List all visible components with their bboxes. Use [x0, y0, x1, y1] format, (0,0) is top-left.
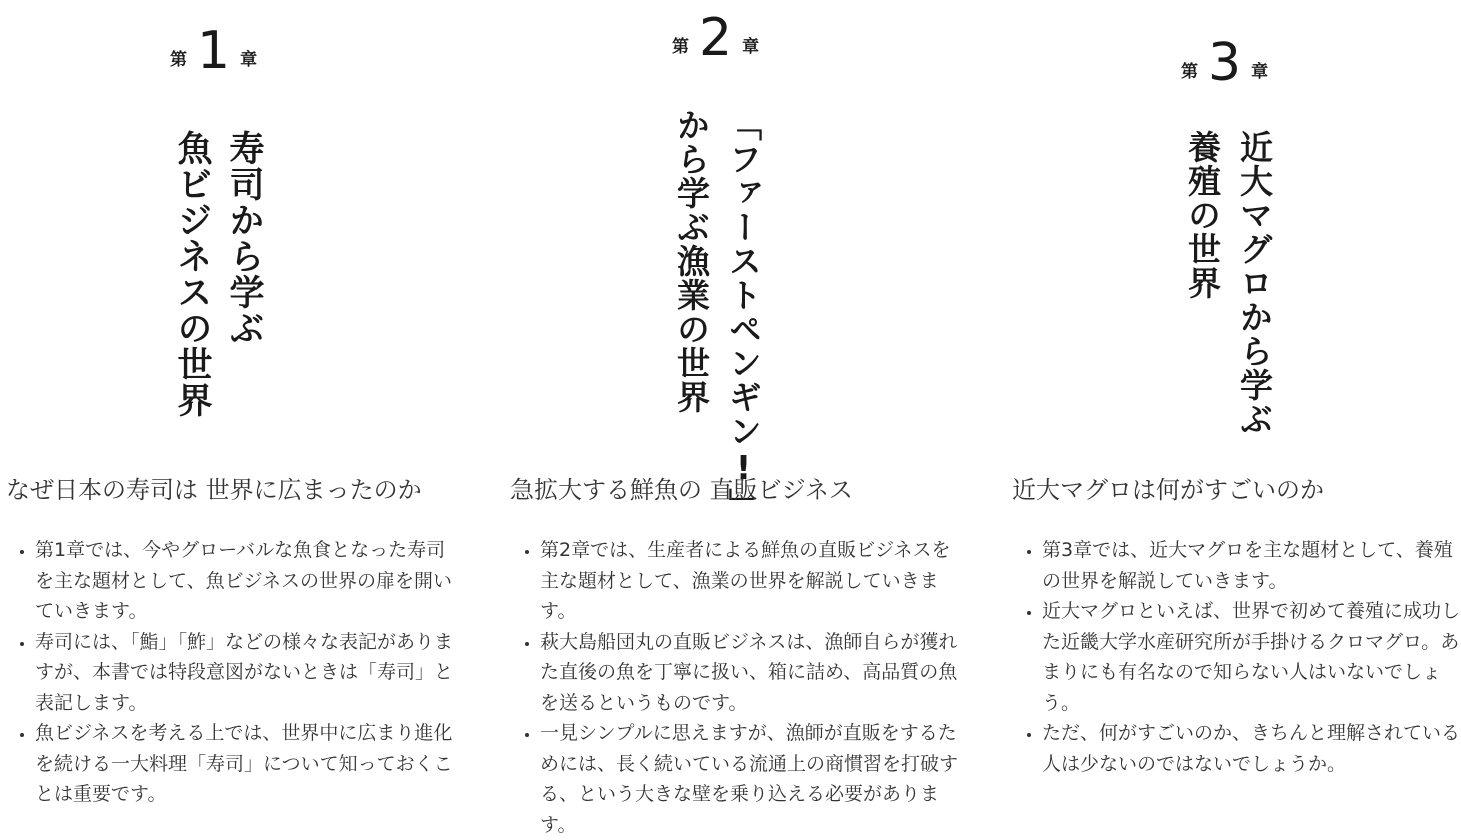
chapter-suffix: 章 — [742, 36, 760, 57]
chapter-number: 3 — [1208, 33, 1242, 93]
list-item: • 第3章では、近大マグロを主な題材として、養殖の世界を解説していきます。 — [1042, 535, 1460, 596]
list-item: • 第2章では、生産者による鮮魚の直販ビジネスを主な題材として、漁業の世界を解説していきます。 — [540, 535, 960, 627]
chapter-number: 1 — [197, 21, 231, 81]
list-item: • 近大マグロといえば、世界で初めて養殖に成功した近畿大学水産研究所が手掛けるクロマグロ。あまりにも有名なので知らない人はいないでしょう。 — [1042, 596, 1460, 718]
chapter-2-label — [672, 8, 760, 68]
title-line-1: 寿司から学ぶ — [224, 130, 264, 346]
chapter-1-label — [170, 21, 258, 81]
list-item: • 魚ビジネスを考える上では、世界中に広まり進化を続ける一大料理「寿司」について知っておくことは重要です。 — [35, 718, 455, 810]
chapter-1-bullet-list — [5, 535, 455, 810]
chapter-prefix: 第 — [170, 49, 187, 70]
title-line-1: 「ファーストペンギン!」 — [724, 108, 763, 522]
chapter-3-subtitle: 近大マグロは何がすごいのか — [1012, 476, 1324, 504]
chapter-suffix: 章 — [240, 49, 258, 70]
chapter-3-bullet-list — [1012, 535, 1460, 779]
list-item: • 一見シンプルに思えますが、漁師が直販をするためには、長く続いている流通上の商慣習を打破する、という大きな壁を乗り込える必要があります。 — [540, 718, 960, 840]
title-line-1: 近大マグロから学ぶ — [1235, 130, 1274, 436]
list-item: • 寿司には、「鮨」「鮓」などの様々な表記がありますが、本書では特段意図がないときは「寿司」と表記します。 — [35, 627, 455, 719]
chapter-prefix: 第 — [1181, 61, 1198, 82]
chapter-1-subtitle: なぜ日本の寿司は 世界に広まったのか — [6, 476, 422, 504]
chapter-3-column — [1008, 0, 1461, 835]
chapter-3-title — [1176, 130, 1280, 436]
list-item: • 第1章では、今やグローバルな魚食となった寿司を主な題材として、魚ビジネスの世界の扉を開いていきます。 — [35, 535, 455, 627]
chapter-number: 2 — [699, 8, 733, 68]
chapter-2-title — [665, 108, 769, 522]
chapter-2-column — [505, 0, 985, 835]
list-item: • 萩大島船団丸の直販ビジネスは、漁師自らが獲れた直後の魚を丁寧に扱い、箱に詰め、高品質の魚を送るというものです。 — [540, 627, 960, 719]
chapter-2-subtitle: 急拡大する鮮魚の 直販ビジネス — [510, 476, 853, 504]
title-line-2: 養殖の世界 — [1183, 130, 1222, 300]
chapter-suffix: 章 — [1251, 61, 1269, 82]
title-line-2: 魚ビジネスの世界 — [172, 130, 212, 418]
list-item: • ただ、何がすごいのか、きちんと理解されている人は少ないのではないでしょうか。 — [1042, 718, 1460, 779]
chapter-2-bullet-list — [510, 535, 960, 840]
chapter-1-column — [0, 0, 480, 835]
chapter-1-title — [166, 130, 270, 418]
chapter-prefix: 第 — [672, 36, 689, 57]
title-line-2: から学ぶ漁業の世界 — [672, 108, 711, 414]
chapter-3-label — [1181, 33, 1269, 93]
